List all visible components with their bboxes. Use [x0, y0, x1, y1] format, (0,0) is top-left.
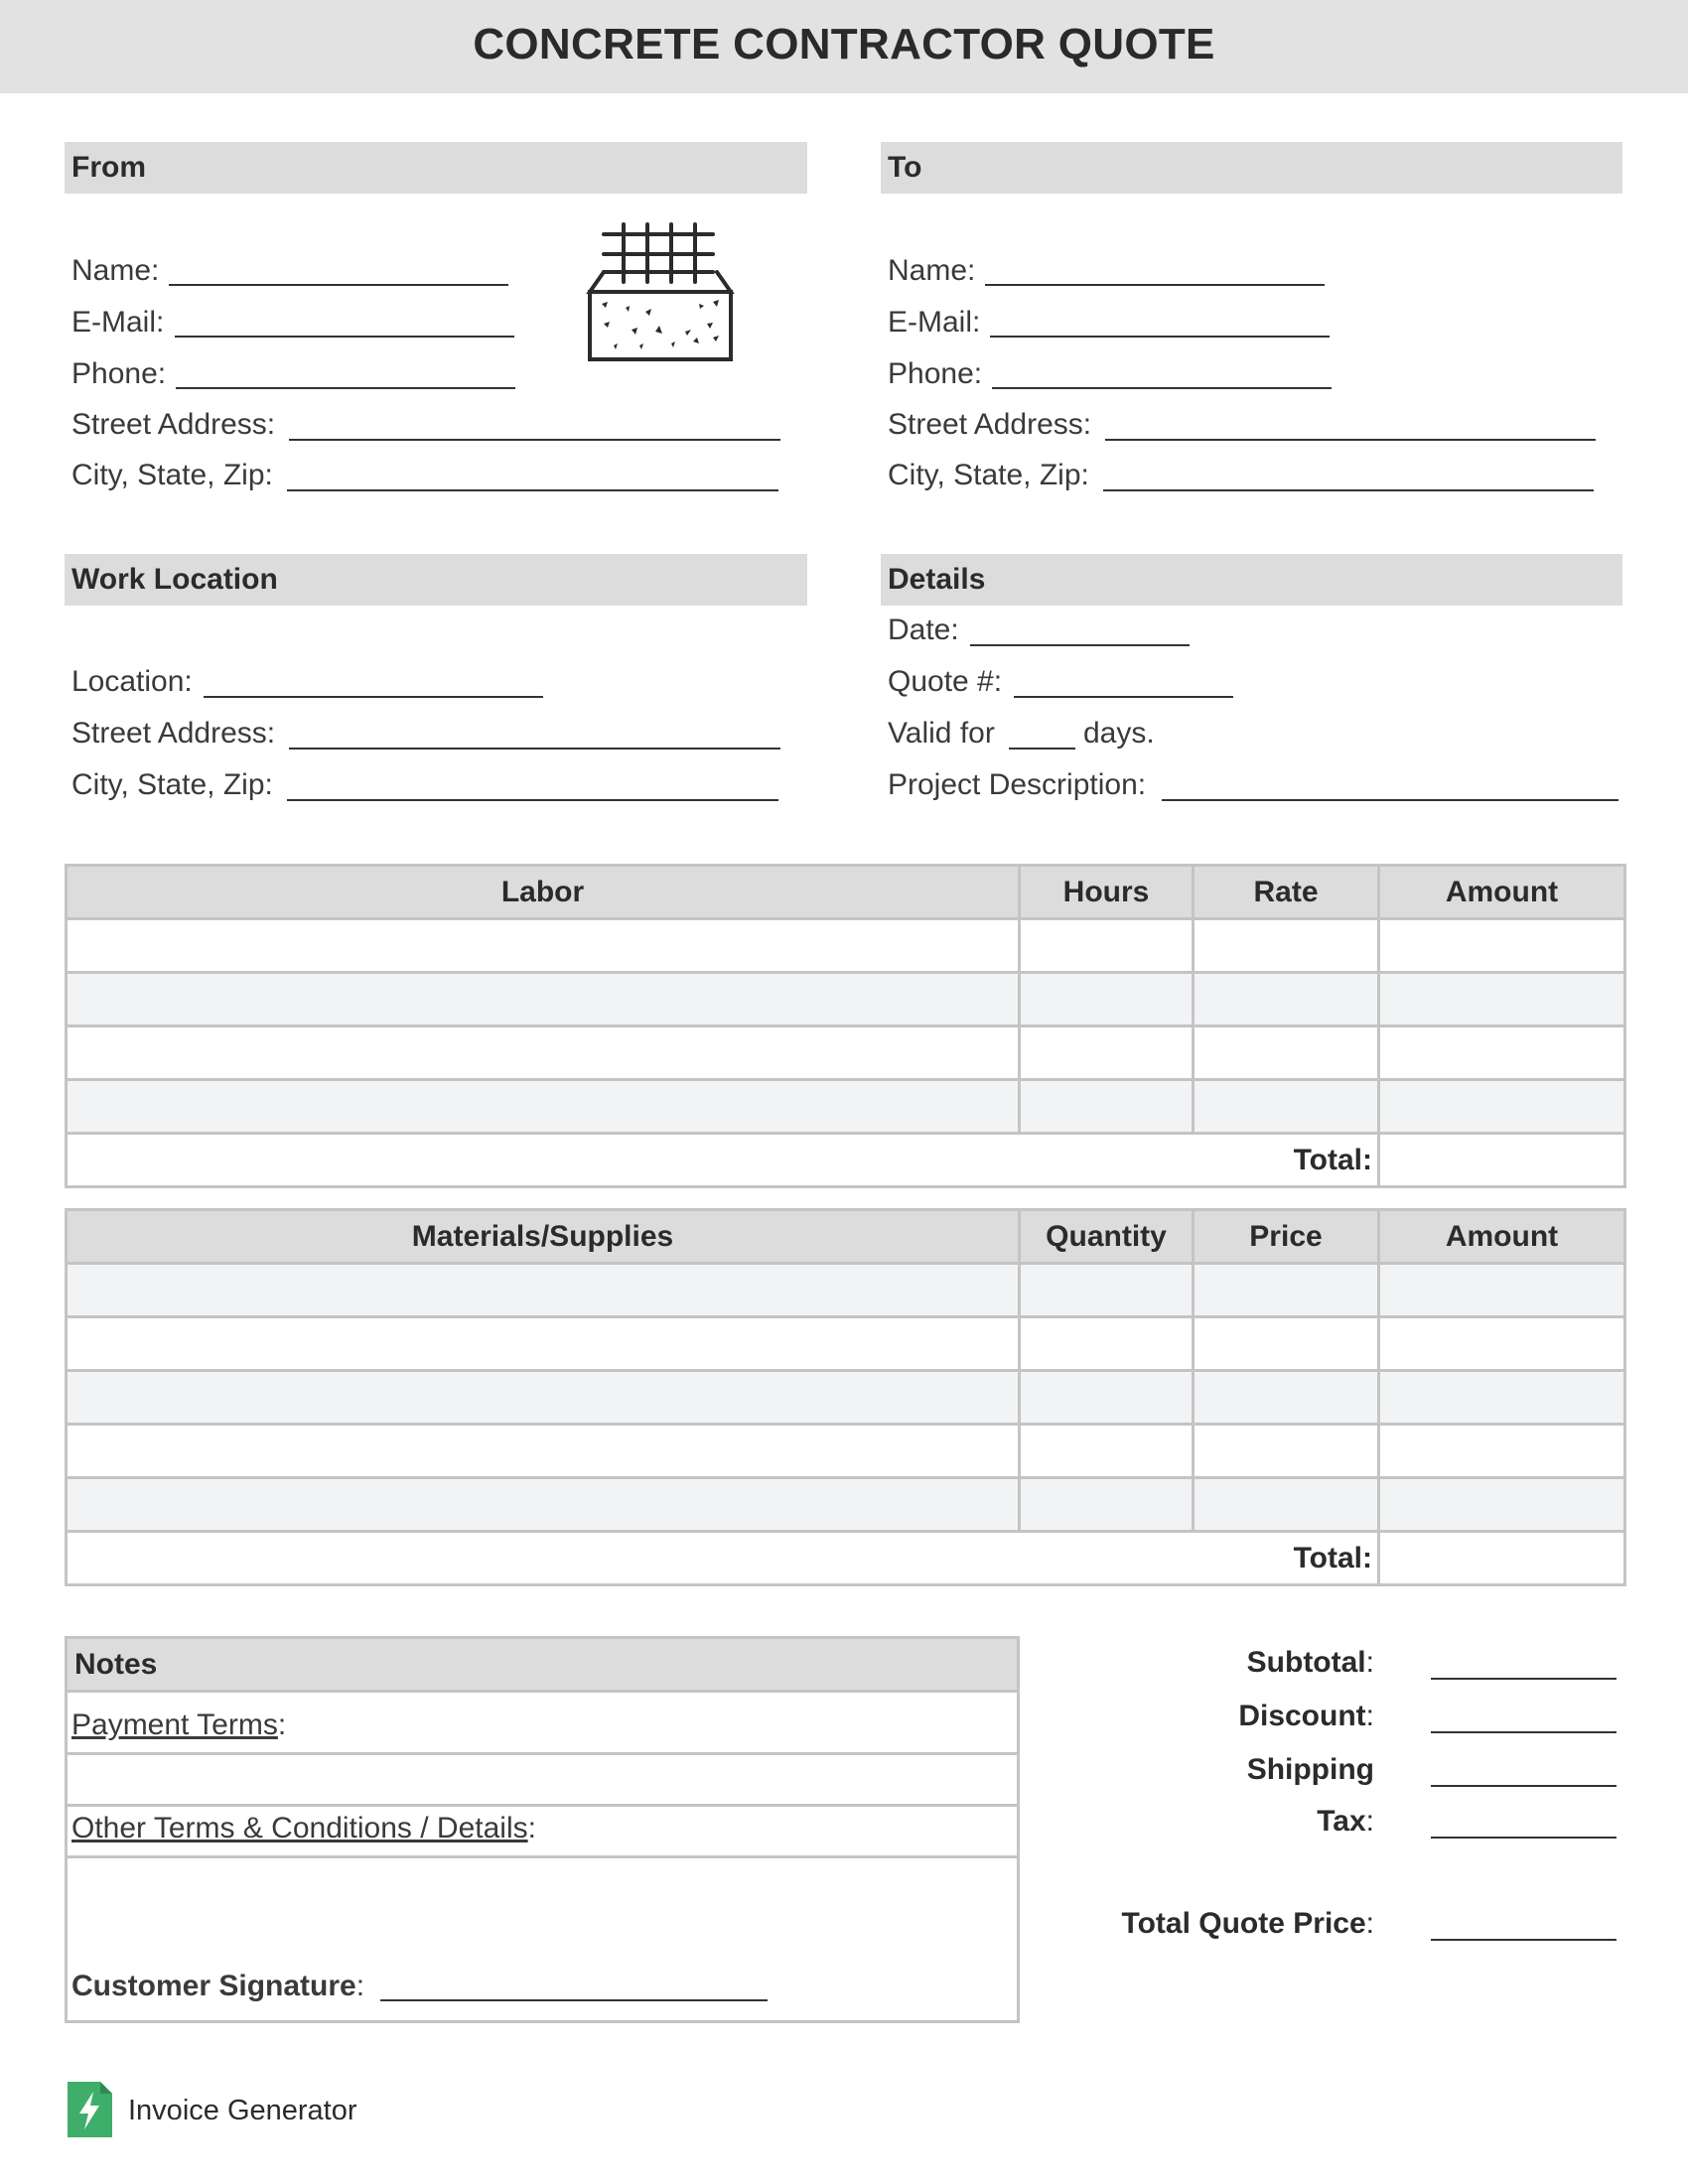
from-name-label: Name: — [71, 254, 160, 287]
table-cell[interactable] — [1020, 1371, 1194, 1425]
table-cell[interactable] — [1194, 1478, 1379, 1532]
to-name-label: Name: — [888, 254, 976, 287]
from-street-input[interactable] — [289, 439, 780, 441]
subtotal-label — [1247, 1645, 1374, 1681]
table-cell[interactable] — [1194, 1425, 1379, 1478]
table-cell[interactable] — [67, 1264, 1020, 1317]
table-cell[interactable] — [67, 973, 1020, 1026]
valid-days-suffix: days. — [1083, 717, 1155, 750]
materials-total-value[interactable] — [1379, 1532, 1625, 1585]
discount-colon: : — [1365, 1700, 1374, 1732]
table-cell[interactable] — [1379, 1080, 1625, 1134]
title-banner — [0, 0, 1688, 93]
table-cell[interactable] — [67, 1080, 1020, 1134]
other-terms-label: Other Terms & Conditions / Details — [71, 1812, 528, 1844]
amount-header: Amount — [1379, 866, 1625, 919]
work-city-input[interactable] — [287, 799, 778, 801]
table-cell[interactable] — [1020, 1478, 1194, 1532]
tax-label — [1317, 1804, 1374, 1840]
to-name-input[interactable] — [985, 284, 1325, 286]
invoice-generator-brand: Invoice Generator — [128, 2095, 357, 2126]
table-cell[interactable] — [1379, 1425, 1625, 1478]
rate-header: Rate — [1194, 866, 1379, 919]
project-description-label: Project Description: — [888, 768, 1147, 801]
table-cell[interactable] — [1379, 1026, 1625, 1080]
from-email-label: E-Mail: — [71, 306, 165, 339]
tax-text: Tax — [1317, 1805, 1366, 1838]
valid-for-label: Valid for — [888, 717, 995, 750]
notes-box — [65, 1636, 1020, 2023]
date-input[interactable] — [970, 644, 1190, 646]
table-cell[interactable] — [1194, 1080, 1379, 1134]
to-email-input[interactable] — [990, 336, 1330, 338]
table-row — [67, 1264, 1625, 1317]
table-row — [67, 1425, 1625, 1478]
table-cell[interactable] — [1379, 919, 1625, 973]
from-phone-label: Phone: — [71, 357, 167, 390]
table-cell[interactable] — [67, 1425, 1020, 1478]
to-phone-input[interactable] — [992, 387, 1332, 389]
table-cell[interactable] — [67, 1026, 1020, 1080]
invoice-generator-logo-icon — [68, 2082, 112, 2137]
table-cell[interactable] — [1020, 1317, 1194, 1371]
table-cell[interactable] — [67, 1317, 1020, 1371]
customer-signature — [71, 1969, 364, 2004]
from-heading: From — [65, 142, 807, 194]
to-city-input[interactable] — [1103, 489, 1594, 491]
signature-input[interactable] — [380, 1999, 768, 2001]
from-email-input[interactable] — [175, 336, 514, 338]
labor-table — [65, 864, 1626, 1188]
materials-total-label: Total: — [67, 1532, 1379, 1585]
from-name-input[interactable] — [169, 284, 508, 286]
amount-header: Amount — [1379, 1210, 1625, 1264]
hours-header: Hours — [1020, 866, 1194, 919]
labor-total-value[interactable] — [1379, 1134, 1625, 1187]
subtotal-text: Subtotal — [1246, 1646, 1366, 1679]
notes-divider — [68, 1752, 1017, 1755]
table-row — [67, 1026, 1625, 1080]
to-street-label: Street Address: — [888, 408, 1092, 441]
materials-total-row — [67, 1532, 1625, 1585]
table-cell[interactable] — [1194, 1317, 1379, 1371]
subtotal-colon: : — [1365, 1646, 1374, 1679]
work-location-heading: Work Location — [65, 554, 807, 606]
shipping-label — [1247, 1752, 1374, 1788]
table-row — [67, 919, 1625, 973]
table-cell[interactable] — [67, 1371, 1020, 1425]
table-cell[interactable] — [1379, 1371, 1625, 1425]
table-row — [67, 1478, 1625, 1532]
table-row — [67, 1080, 1625, 1134]
discount-input[interactable] — [1431, 1731, 1617, 1733]
details-heading: Details — [881, 554, 1622, 606]
table-row — [67, 1371, 1625, 1425]
table-row — [67, 973, 1625, 1026]
location-input[interactable] — [204, 696, 543, 698]
from-phone-input[interactable] — [176, 387, 515, 389]
total-quote-price-input[interactable] — [1431, 1939, 1617, 1941]
project-description-input[interactable] — [1162, 799, 1618, 801]
to-heading: To — [881, 142, 1622, 194]
other-terms-colon: : — [527, 1812, 536, 1844]
table-cell[interactable] — [1020, 1264, 1194, 1317]
labor-total-label: Total: — [67, 1134, 1379, 1187]
concrete-block-icon — [584, 220, 738, 374]
from-city-label: City, State, Zip: — [71, 459, 273, 491]
signature-label: Customer Signature — [71, 1970, 356, 2002]
date-label: Date: — [888, 614, 959, 646]
table-cell[interactable] — [1020, 1080, 1194, 1134]
table-cell[interactable] — [67, 919, 1020, 973]
table-cell[interactable] — [1020, 1425, 1194, 1478]
total-quote-price-label — [1122, 1906, 1375, 1942]
tax-input[interactable] — [1431, 1837, 1617, 1839]
from-street-label: Street Address: — [71, 408, 276, 441]
materials-header: Materials/Supplies — [67, 1210, 1020, 1264]
quote-number-label: Quote #: — [888, 665, 1003, 698]
table-cell[interactable] — [1379, 973, 1625, 1026]
page-title: CONCRETE CONTRACTOR QUOTE — [473, 20, 1215, 68]
materials-table — [65, 1208, 1626, 1586]
work-street-input[interactable] — [289, 748, 780, 750]
labor-total-row — [67, 1134, 1625, 1187]
location-label: Location: — [71, 665, 193, 698]
table-row — [67, 1317, 1625, 1371]
price-header: Price — [1194, 1210, 1379, 1264]
table-cell[interactable] — [1379, 1264, 1625, 1317]
tax-colon: : — [1365, 1805, 1374, 1838]
table-cell[interactable] — [1194, 1026, 1379, 1080]
table-cell[interactable] — [1194, 1264, 1379, 1317]
payment-terms — [71, 1707, 286, 1743]
notes-divider — [68, 1804, 1017, 1807]
shipping-input[interactable] — [1431, 1785, 1617, 1787]
table-cell[interactable] — [1194, 919, 1379, 973]
discount-text: Discount — [1238, 1700, 1366, 1732]
notes-heading: Notes — [68, 1639, 1017, 1693]
payment-terms-label: Payment Terms — [71, 1708, 278, 1741]
table-cell[interactable] — [1194, 1371, 1379, 1425]
work-street-label: Street Address: — [71, 717, 276, 750]
total-quote-price-text: Total Quote Price — [1121, 1907, 1366, 1940]
work-city-label: City, State, Zip: — [71, 768, 273, 801]
to-street-input[interactable] — [1105, 439, 1596, 441]
table-cell[interactable] — [1379, 1478, 1625, 1532]
quantity-header: Quantity — [1020, 1210, 1194, 1264]
table-cell[interactable] — [1020, 1026, 1194, 1080]
table-cell[interactable] — [1020, 919, 1194, 973]
to-city-label: City, State, Zip: — [888, 459, 1089, 491]
table-cell[interactable] — [67, 1478, 1020, 1532]
table-cell[interactable] — [1020, 973, 1194, 1026]
notes-divider — [68, 1855, 1017, 1858]
from-city-input[interactable] — [287, 489, 778, 491]
other-terms — [71, 1811, 536, 1846]
discount-label — [1238, 1699, 1374, 1734]
signature-colon: : — [355, 1970, 365, 2002]
labor-header: Labor — [67, 866, 1020, 919]
shipping-text: Shipping — [1246, 1753, 1374, 1786]
subtotal-input[interactable] — [1431, 1678, 1617, 1680]
valid-days-input[interactable] — [1009, 748, 1075, 750]
table-cell[interactable] — [1379, 1317, 1625, 1371]
to-email-label: E-Mail: — [888, 306, 981, 339]
total-quote-price-colon: : — [1365, 1907, 1374, 1940]
payment-terms-colon: : — [277, 1708, 287, 1741]
materials-header-row — [67, 1210, 1625, 1264]
labor-header-row — [67, 866, 1625, 919]
to-phone-label: Phone: — [888, 357, 983, 390]
table-cell[interactable] — [1194, 973, 1379, 1026]
quote-number-input[interactable] — [1014, 696, 1233, 698]
